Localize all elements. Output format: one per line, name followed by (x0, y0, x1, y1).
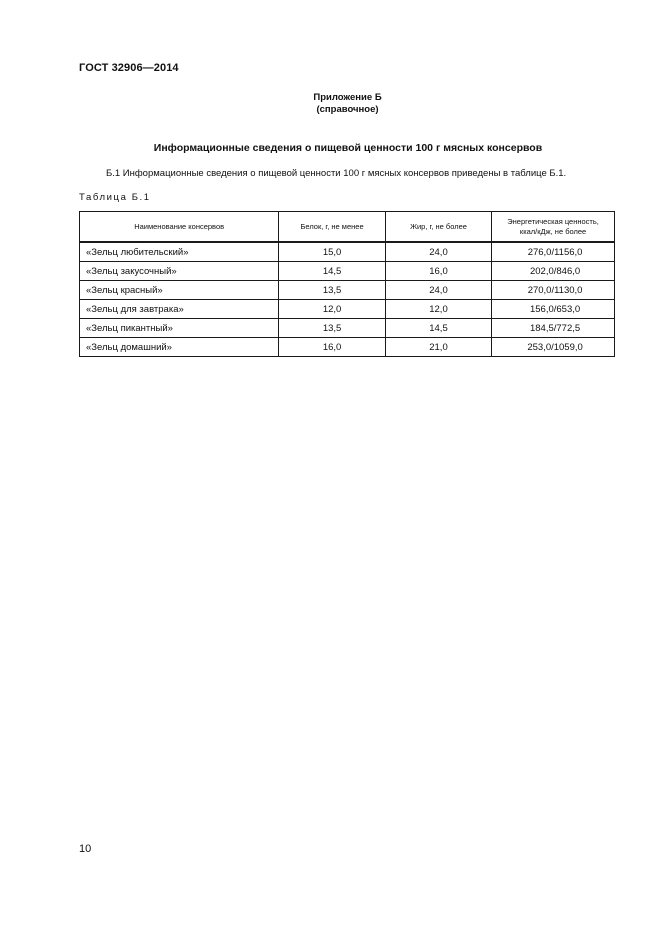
intro-paragraph: Б.1 Информационные сведения о пищевой ценности 100 г мясных консервов приведены в таблице Б.1. (106, 168, 567, 179)
section-title: Информационные сведения о пищевой ценности 100 г мясных консервов (153, 142, 543, 154)
table-header-row (80, 212, 615, 243)
cell-energy: 202,0/846,0 (492, 262, 615, 281)
cell-energy: 156,0/653,0 (492, 300, 615, 319)
cell-name: «Зельц любительский» (80, 242, 279, 262)
cell-fat: 24,0 (385, 281, 491, 300)
header-energy-line2: ккал/кДж, не более (519, 226, 587, 236)
document-code: ГОСТ 32906—2014 (79, 62, 179, 74)
cell-name: «Зельц красный» (80, 281, 279, 300)
appendix-subtitle: (справочное) (316, 104, 379, 115)
header-energy-line1: Энергетическая ценность, (507, 216, 599, 226)
cell-protein: 13,5 (279, 281, 386, 300)
cell-energy: 276,0/1156,0 (492, 242, 615, 262)
cell-energy: 184,5/772,5 (492, 319, 615, 338)
cell-protein: 12,0 (279, 300, 386, 319)
page-number: 10 (79, 843, 92, 855)
table-row (80, 338, 615, 357)
header-energy (492, 212, 615, 243)
cell-protein: 15,0 (279, 242, 386, 262)
table-row (80, 300, 615, 319)
header-fat: Жир, г, не более (385, 212, 491, 243)
cell-name: «Зельц для завтрака» (80, 300, 279, 319)
cell-fat: 14,5 (385, 319, 491, 338)
cell-fat: 16,0 (385, 262, 491, 281)
cell-name: «Зельц закусочный» (80, 262, 279, 281)
table-row (80, 281, 615, 300)
appendix-title: Приложение Б (313, 92, 382, 103)
nutrition-table (79, 211, 615, 357)
cell-protein: 16,0 (279, 338, 386, 357)
cell-protein: 14,5 (279, 262, 386, 281)
table-row (80, 262, 615, 281)
cell-fat: 24,0 (385, 242, 491, 262)
cell-energy: 270,0/1130,0 (492, 281, 615, 300)
cell-energy: 253,0/1059,0 (492, 338, 615, 357)
cell-fat: 12,0 (385, 300, 491, 319)
table-row (80, 319, 615, 338)
table-row (80, 242, 615, 262)
header-name: Наименование консервов (80, 212, 279, 243)
cell-protein: 13,5 (279, 319, 386, 338)
cell-fat: 21,0 (385, 338, 491, 357)
cell-name: «Зельц пикантный» (80, 319, 279, 338)
header-protein: Белок, г, не менее (279, 212, 386, 243)
cell-name: «Зельц домашний» (80, 338, 279, 357)
table-caption: Таблица Б.1 (79, 192, 151, 203)
